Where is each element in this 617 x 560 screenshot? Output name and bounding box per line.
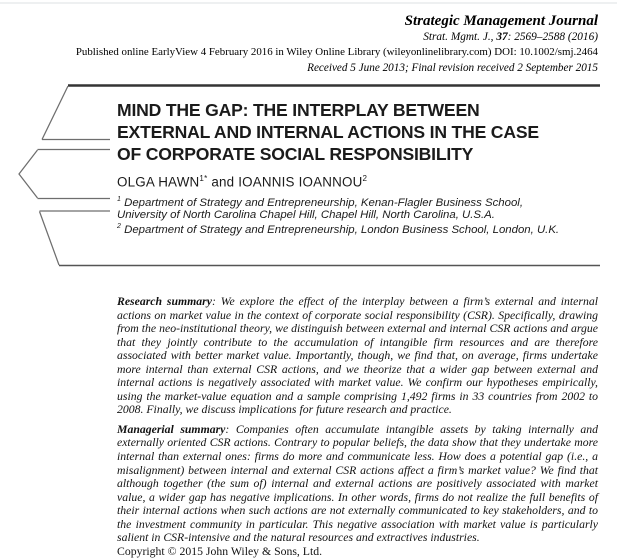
copyright-line: Copyright © 2015 John Wiley & Sons, Ltd. [117,544,323,558]
article-title-line-2: EXTERNAL AND INTERNAL ACTIONS IN THE CASE [117,121,539,142]
affiliation-1-superscript: 1 [117,195,121,203]
affiliation-2-superscript: 2 [117,223,121,231]
managerial-summary-separator: : [225,422,236,436]
managerial-summary-paragraph [117,423,598,545]
author-1-name: OLGA HAWN [117,174,200,190]
affiliations [117,194,575,237]
research-summary-label: Research summary [117,295,212,308]
citation-volume: 37 [496,31,508,43]
research-summary-separator: : [211,295,221,308]
author-connector: and [207,174,239,190]
ornament-diagonal-top [42,86,68,140]
article-title-line-1: MIND THE GAP: THE INTERPLAY BETWEEN [117,100,480,120]
citation-pages: : 2569–2588 (2016) [507,31,598,43]
ornament-diagonal-bottom [40,212,60,266]
author-1-superscript: 1* [199,174,208,184]
affiliation-2 [117,221,575,237]
journal-title: Strategic Management Journal [404,13,598,29]
affiliation-1 [117,194,575,222]
article-title [117,100,599,165]
affiliation-2-text: Department of Strategy and Entrepreneurship, London Business School, London, U.K. [120,224,560,237]
published-online-line: Published online EarlyView 4 February 2016 in Wiley Online Library (wileyonlinelibrary.com) DOI: 10.1002/smj.2464 [75,46,598,59]
affiliation-1-text: Department of Strategy and Entrepreneurship, Kenan-Flagler Business School, University of North Carolina Chapel Hill, Chapel Hill, North Carolina, U.S.A. [117,196,523,221]
author-line [117,174,599,189]
abstract-section [117,295,598,558]
ornament-chevron [19,150,38,198]
received-dates-line: Received 5 June 2013; Final revision received 2 September 2015 [307,61,598,74]
title-block [117,100,599,237]
research-summary-text: We explore the effect of the interplay between a firm’s external and internal actions on market value in the context of corporate social responsibility (CSR). Specifically, drawing from the neo-institutional theory, we distinguish between external and internal CSR actions and argue that they jointly contribute to the accumulation of intangible firm resources and are therefore associated with better market value. Importantly, though, we find that, on average, firms undertake more internal than external CSR actions, and we theorize that a wider gap between external and internal actions is negatively associated with market value. We confirm our hypotheses empirically, using the market-value equation and a sample comprising 1,492 firms in 33 countries from 2002 to 2008. Finally, we discuss implications for future research and practice. [117,295,598,417]
article-title-line-3: OF CORPORATE SOCIAL RESPONSIBILITY [117,143,474,164]
managerial-summary-text: Companies often accumulate intangible assets by taking internally and externally oriented CSR actions. Contrary to popular beliefs, the data show that they undertake more internal than external ones: firms do more and communicate less. How does a potential gap (i.e., a misalignment) between internal and external CSR actions affect a firm’s market value? We find that although together (the sum of) internal and external actions are positively associated with market value, a wider gap has negative implications. In other words, firms do not realize the full benefits of their internal actions when such actions are not externally communicated to key stakeholders, and to the investment community in particular. This negative association with market value is particularly salient in CSR-intensive and the natural resources and extractives industries. [117,422,598,545]
managerial-summary-label: Managerial summary [117,422,226,436]
citation-prefix: Strat. Mgmt. J., [423,31,497,43]
research-summary-paragraph [117,295,598,417]
author-2-name: IOANNIS IOANNOU [238,174,363,190]
author-2-superscript: 2 [362,174,368,184]
